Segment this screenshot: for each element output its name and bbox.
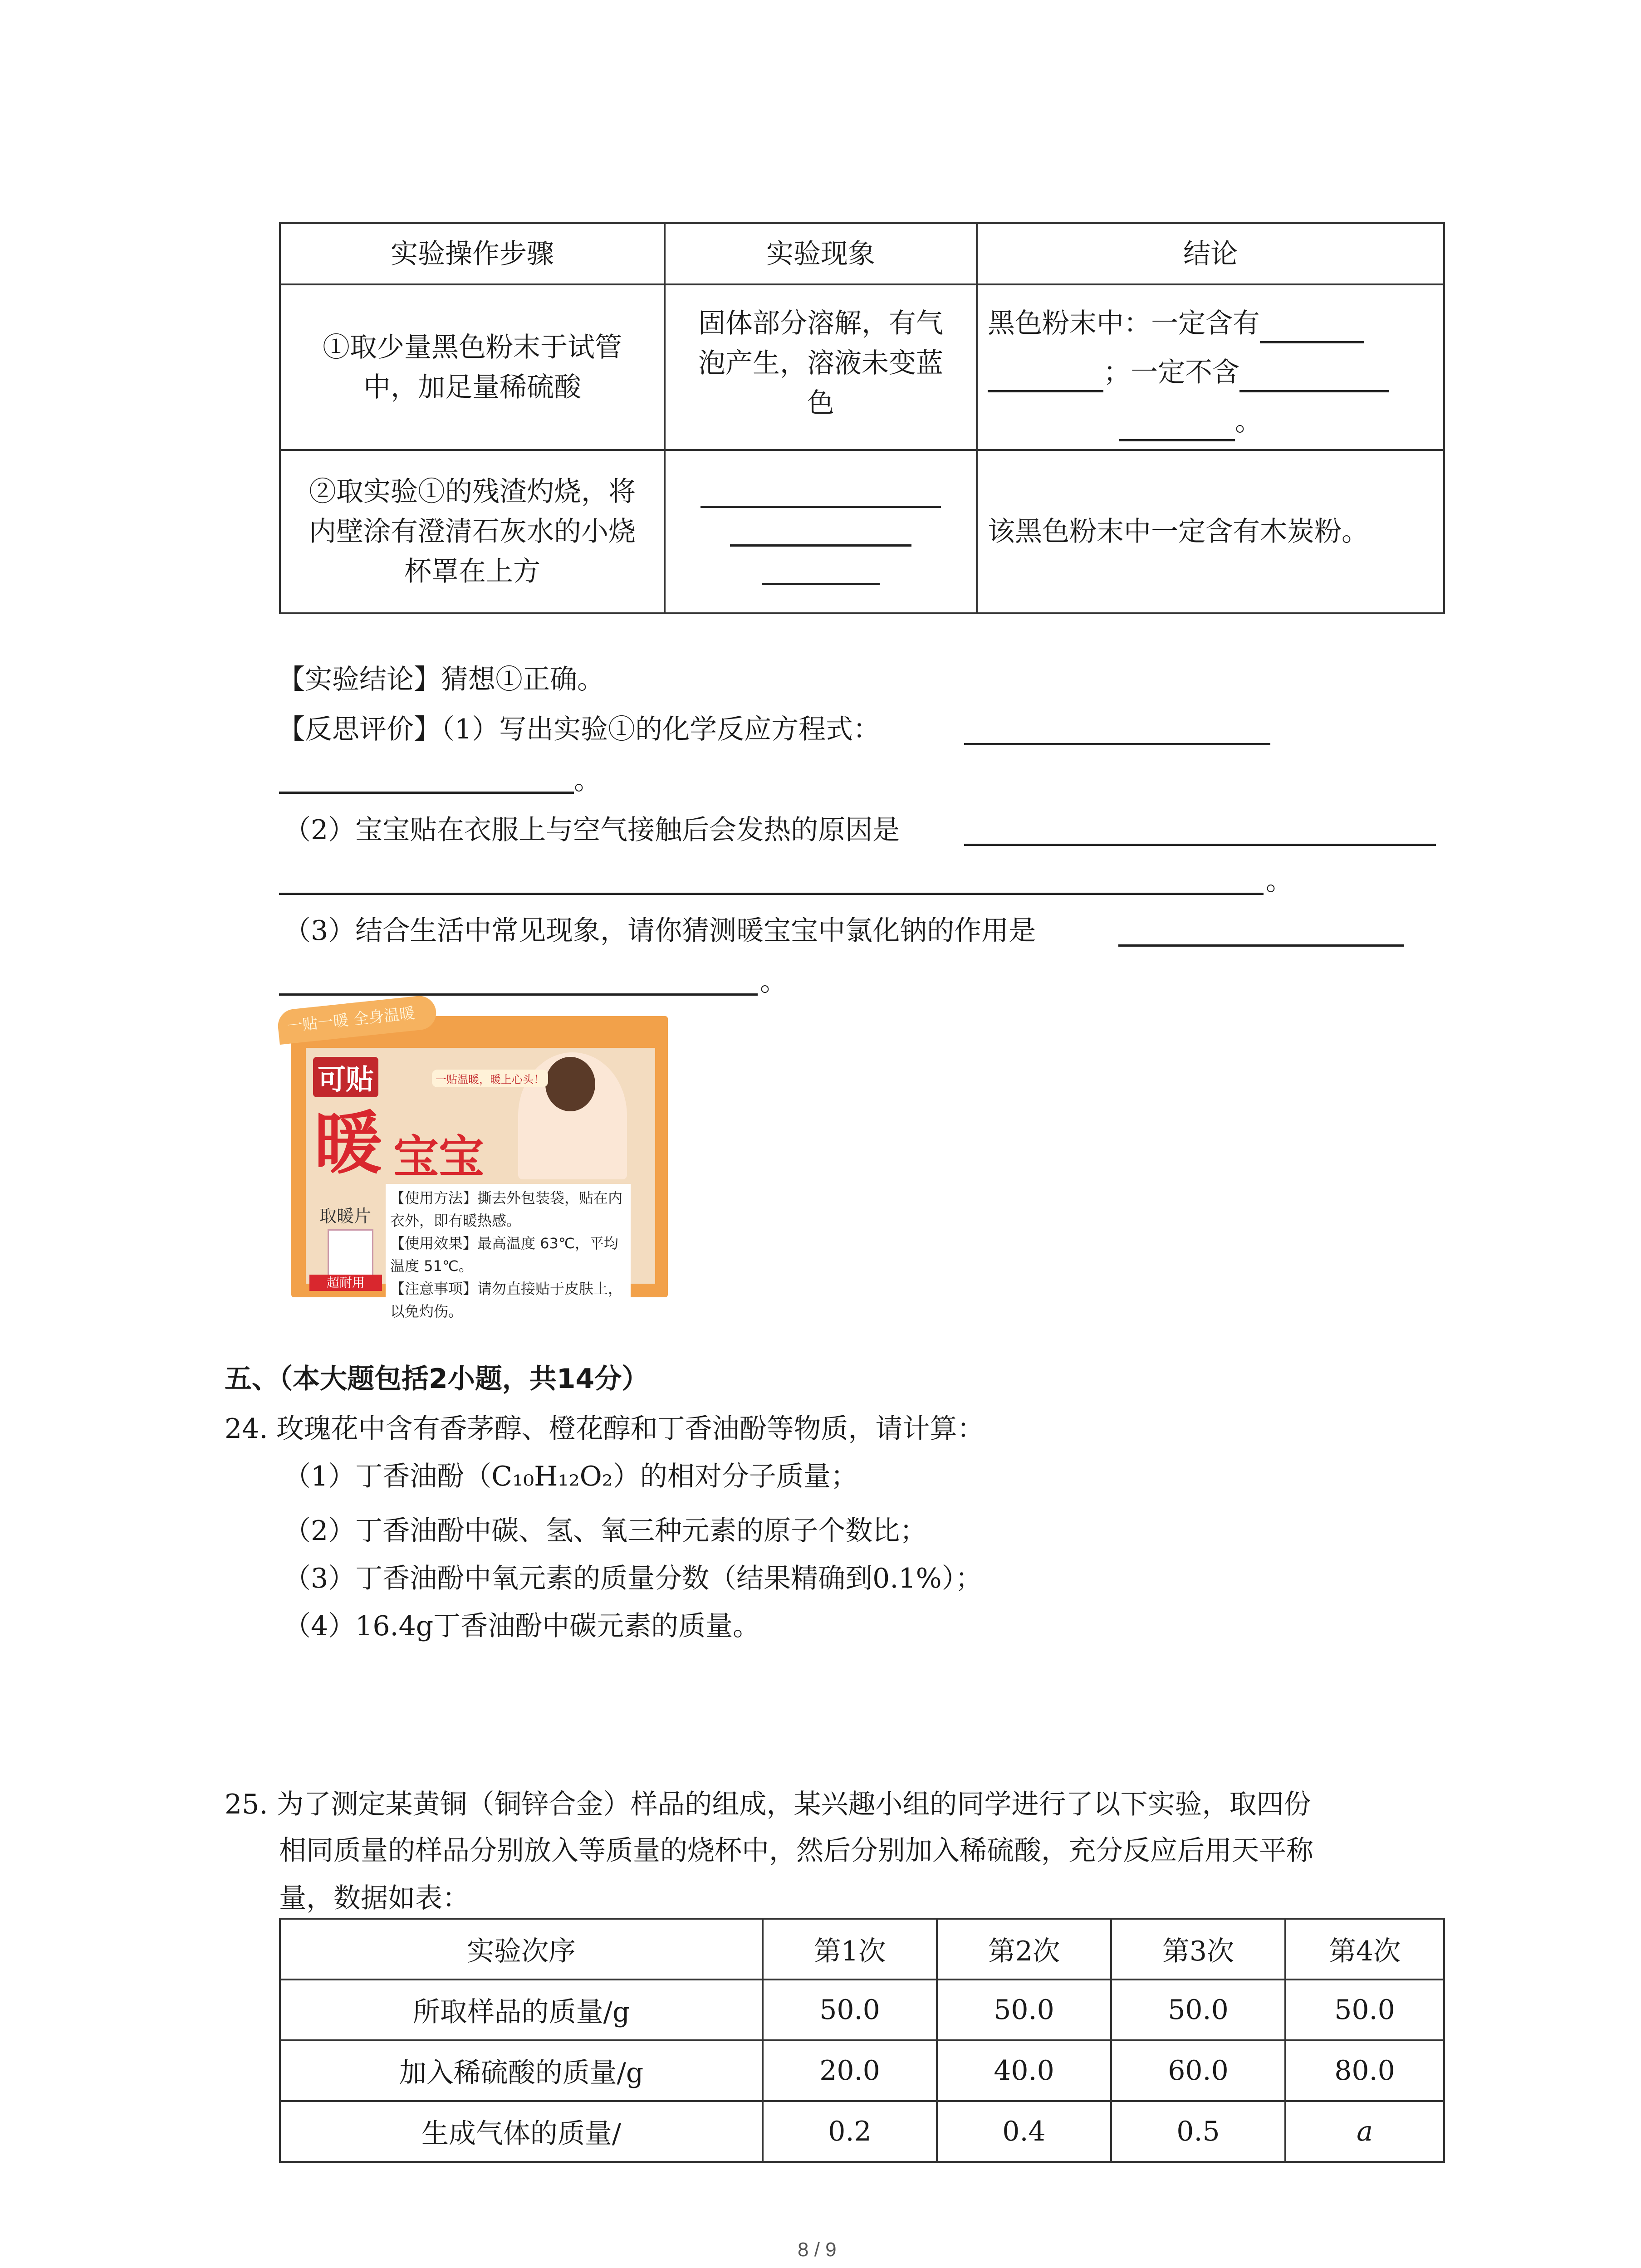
reflection-q3: （3）结合生活中常见现象，请你猜测暖宝宝中氯化钠的作用是 <box>284 915 1036 947</box>
q24-sub1: （1）丁香油酚（C₁₀H₁₂O₂）的相对分子质量； <box>284 1461 858 1492</box>
q24-sub2: （2）丁香油酚中碳、氢、氧三种元素的原子个数比； <box>284 1515 927 1547</box>
answer-blank[interactable] <box>1260 314 1364 343</box>
reflection-q1: 【反思评价】（1）写出实验①的化学反应方程式： <box>278 714 881 745</box>
data-table <box>279 1918 1445 2163</box>
answer-blank[interactable] <box>1119 412 1235 441</box>
cell-line: ②取实验①的残渣灼烧，将 <box>309 476 636 508</box>
cell-line: 泡产生，溶液未变蓝 <box>698 347 943 379</box>
table-cell: 60.0 <box>1111 2040 1285 2101</box>
pad-notice: 【注意事项】请勿直接贴于皮肤上，以免灼伤。 <box>390 1280 623 1320</box>
pad-usage: 【使用方法】撕去外包装袋，贴在内衣外，即有暖热感。 <box>390 1189 623 1229</box>
table-cell: a <box>1285 2101 1444 2162</box>
table-cell: 80.0 <box>1285 2040 1444 2101</box>
table-cell: 0.2 <box>763 2101 937 2162</box>
table-cell <box>665 450 977 613</box>
table-cell: 50.0 <box>1111 1980 1285 2040</box>
cell-line: 杯罩在上方 <box>404 556 540 587</box>
table-cell <box>977 284 1444 450</box>
pad-tagline: 取暖片 <box>319 1206 372 1226</box>
table-row <box>280 1980 1444 2040</box>
table-header: 第2次 <box>937 1919 1111 1980</box>
table-row <box>280 2040 1444 2101</box>
table-header: 实验现象 <box>665 223 977 284</box>
cell-line: 中，加足量稀硫酸 <box>363 371 581 403</box>
table-header: 结论 <box>977 223 1444 284</box>
table-cell <box>280 284 665 450</box>
table-cell <box>280 450 665 613</box>
answer-blank[interactable] <box>762 556 880 585</box>
pad-slogan: 一贴温暖，暖上心头！ <box>432 1070 548 1087</box>
conclusion-text: 。 <box>1235 406 1262 437</box>
answer-blank[interactable] <box>964 844 1436 846</box>
table-header: 实验操作步骤 <box>280 223 665 284</box>
answer-blank[interactable] <box>1239 363 1389 392</box>
q24-sub3: （3）丁香油酚中氧元素的质量分数（结果精确到0.1%）； <box>284 1563 983 1594</box>
table-header: 第1次 <box>763 1919 937 1980</box>
cell-line: ①取少量黑色粉末于试管 <box>323 331 622 363</box>
row-label: 生成气体的质量/ <box>280 2101 763 2162</box>
table-cell: 20.0 <box>763 2040 937 2101</box>
experiment-table <box>279 222 1445 614</box>
q24-stem: 24. 玫瑰花中含有香茅醇、橙花醇和丁香油酚等物质，请计算： <box>225 1413 985 1445</box>
table-row <box>280 1919 1444 1980</box>
table-row <box>280 2101 1444 2162</box>
period: 。 <box>760 966 787 997</box>
conclusion-text: ；一定不含 <box>1103 357 1239 388</box>
q25-line3: 量，数据如表： <box>279 1882 470 1914</box>
answer-blank[interactable] <box>279 792 574 794</box>
answer-blank[interactable] <box>988 363 1103 392</box>
pad-instructions <box>386 1184 631 1325</box>
table-cell: 0.5 <box>1111 2101 1285 2162</box>
table-cell: 50.0 <box>763 1980 937 2040</box>
table-cell: 该黑色粉末中一定含有木炭粉。 <box>977 450 1444 613</box>
pad-effect: 【使用效果】最高温度 63℃，平均温度 51℃。 <box>390 1235 618 1275</box>
table-cell: 40.0 <box>937 2040 1111 2101</box>
cell-line: 内壁涂有澄清石灰水的小烧 <box>309 516 636 547</box>
cell-line: 固体部分溶解，有气 <box>698 308 943 339</box>
answer-blank[interactable] <box>279 993 758 996</box>
pad-logo-big-2: 宝宝 <box>393 1130 484 1183</box>
table-cell: 0.4 <box>937 2101 1111 2162</box>
conclusion-text: 黑色粉末中：一定含有 <box>988 308 1260 339</box>
table-cell: 50.0 <box>1285 1980 1444 2040</box>
heat-pad-image <box>278 1002 668 1320</box>
answer-blank[interactable] <box>279 893 1264 895</box>
answer-blank[interactable] <box>730 517 911 547</box>
table-cell: 50.0 <box>937 1980 1111 2040</box>
pad-logo-small: 可贴 <box>313 1057 378 1097</box>
experiment-conclusion: 【实验结论】猜想①正确。 <box>278 664 604 695</box>
period: 。 <box>574 764 601 796</box>
table-cell <box>665 284 977 450</box>
hair-illustration <box>545 1057 595 1111</box>
row-label: 所取样品的质量/g <box>280 1980 763 2040</box>
table-header: 实验次序 <box>280 1919 763 1980</box>
table-header: 第4次 <box>1285 1919 1444 1980</box>
q25-line1: 25. 为了测定某黄铜（铜锌合金）样品的组成，某兴趣小组的同学进行了以下实验，取四份 <box>225 1789 1311 1820</box>
pad-logo-big: 暖 <box>314 1105 382 1183</box>
cell-line: 色 <box>807 387 834 419</box>
period: 。 <box>1266 865 1293 897</box>
answer-blank[interactable] <box>1118 944 1404 947</box>
pad-badge: 超耐用 <box>309 1275 382 1291</box>
answer-blank[interactable] <box>700 479 941 508</box>
answer-blank[interactable] <box>964 743 1270 745</box>
table-header: 第3次 <box>1111 1919 1285 1980</box>
page-number: 8 / 9 <box>798 2239 837 2261</box>
pad-banner: 一贴一暖 全身温暖 <box>276 994 438 1045</box>
q25-line2: 相同质量的样品分别放入等质量的烧杯中，然后分别加入稀硫酸，充分反应后用天平称 <box>279 1835 1313 1867</box>
section-title: 五、（本大题包括2小题，共14分） <box>225 1363 649 1395</box>
reflection-q2: （2）宝宝贴在衣服上与空气接触后会发热的原因是 <box>284 814 900 846</box>
q24-sub4: （4）16.4g丁香油酚中碳元素的质量。 <box>284 1610 760 1642</box>
row-label: 加入稀硫酸的质量/g <box>280 2040 763 2101</box>
